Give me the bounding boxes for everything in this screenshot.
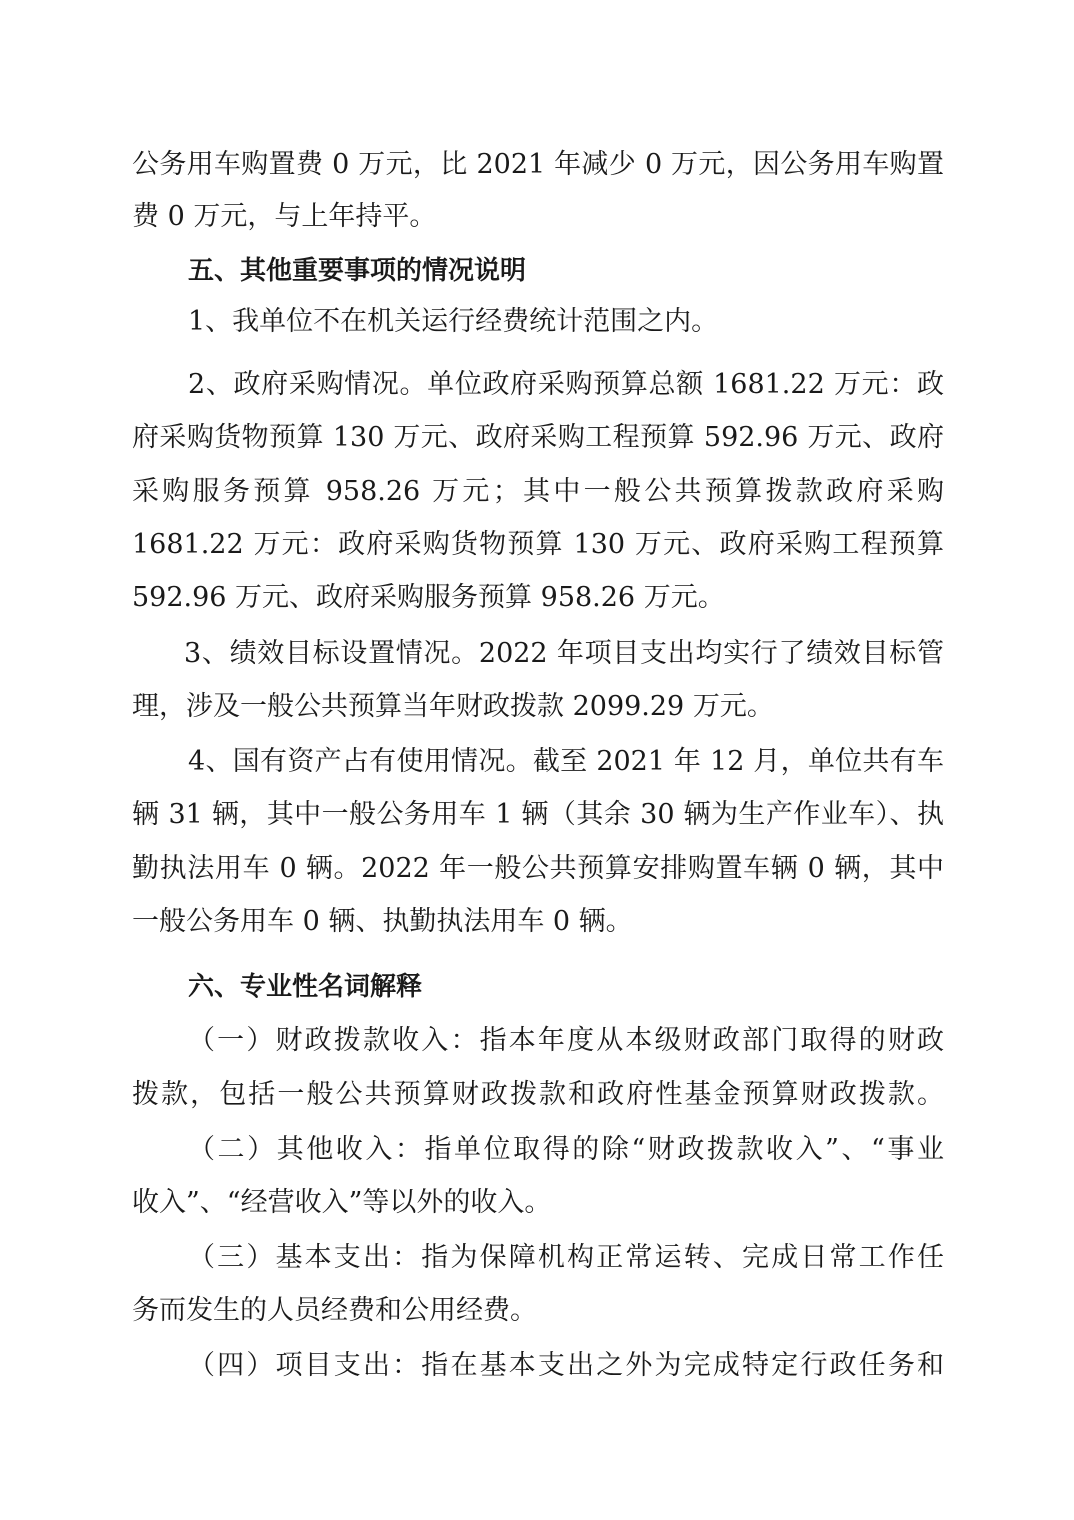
text-line: 一般公务用车 0 辆、执勤执法用车 0 辆。 — [132, 906, 633, 937]
text-line: 辆 31 辆，其中一般公务用车 1 辆（其余 30 辆为生产作业车）、执 — [132, 799, 944, 830]
text-line: （一）财政拨款收入：指本年度从本级财政部门取得的财政 — [188, 1025, 944, 1056]
text-line: 收入”、“经营收入”等以外的收入。 — [132, 1187, 552, 1218]
text-line: 采购服务预算 958.26 万元；其中一般公共预算拨款政府采购 — [132, 476, 944, 507]
text-line: （四）项目支出：指在基本支出之外为完成特定行政任务和 — [188, 1350, 944, 1381]
text-line: 勤执法用车 0 辆。2022 年一般公共预算安排购置车辆 0 辆，其中 — [132, 853, 944, 884]
section-heading: 五、其他重要事项的情况说明 — [188, 256, 527, 286]
text-line: 公务用车购置费 0 万元，比 2021 年减少 0 万元，因公务用车购置 — [132, 149, 944, 180]
text-line: 费 0 万元，与上年持平。 — [132, 201, 437, 232]
text-line: 1681.22 万元：政府采购货物预算 130 万元、政府采购工程预算 — [132, 529, 944, 560]
text-line: 2、政府采购情况。单位政府采购预算总额 1681.22 万元：政 — [188, 369, 944, 400]
text-line: 拨款，包括一般公共预算财政拨款和政府性基金预算财政拨款。 — [132, 1079, 944, 1110]
section-heading: 六、专业性名词解释 — [188, 972, 423, 1002]
text-line: （二）其他收入：指单位取得的除“财政拨款收入”、“事业 — [188, 1134, 944, 1165]
text-line: （三）基本支出：指为保障机构正常运转、完成日常工作任 — [188, 1242, 944, 1273]
text-line: 1、我单位不在机关运行经费统计范围之内。 — [188, 306, 719, 337]
text-line: 4、国有资产占有使用情况。截至 2021 年 12 月，单位共有车 — [188, 746, 944, 777]
text-line: 府采购货物预算 130 万元、政府采购工程预算 592.96 万元、政府 — [132, 422, 944, 453]
text-line: 理，涉及一般公共预算当年财政拨款 2099.29 万元。 — [132, 691, 774, 722]
text-line: 592.96 万元、政府采购服务预算 958.26 万元。 — [132, 582, 725, 613]
text-line: 务而发生的人员经费和公用经费。 — [132, 1295, 537, 1326]
text-line: 3、绩效目标设置情况。2022 年项目支出均实行了绩效目标管 — [184, 638, 944, 669]
